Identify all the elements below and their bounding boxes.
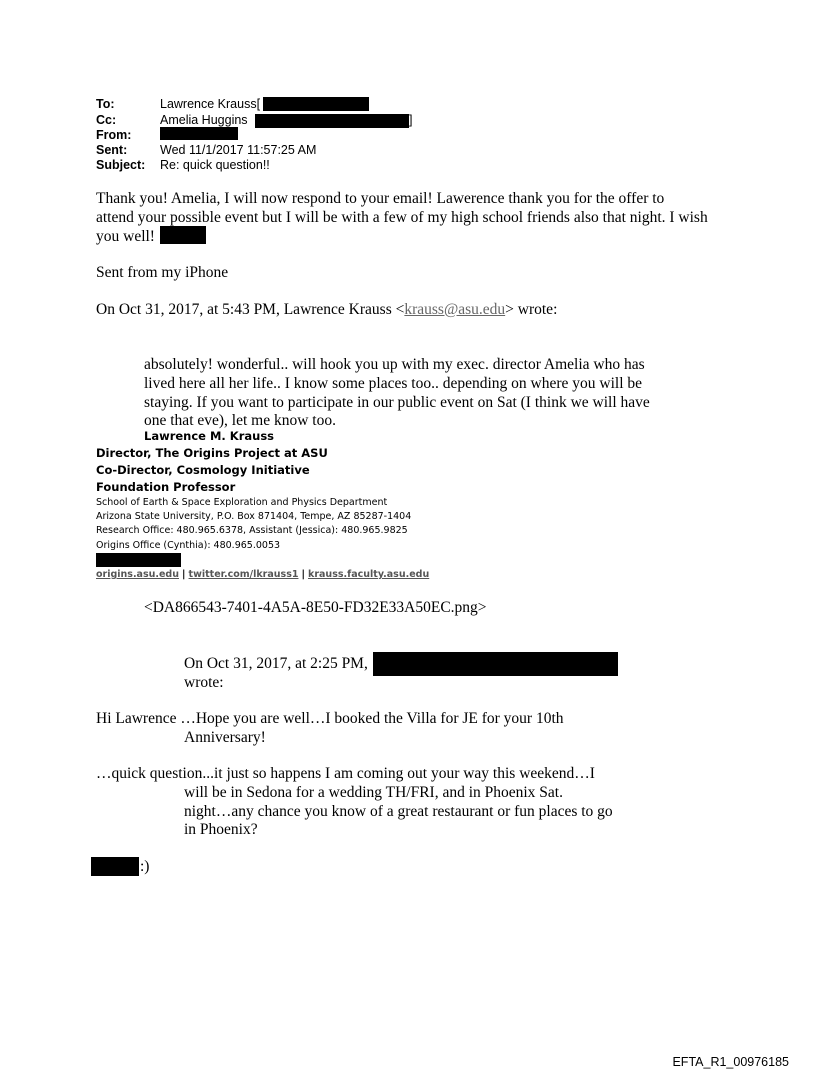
signature-title-2: Co-Director, Cosmology Initiative [96, 463, 310, 477]
reply-line-3: you well! [96, 228, 155, 245]
krauss-line-3: staying. If you want to participate in our public event on Sat (I think we will have [144, 394, 650, 411]
original-closing: :) [140, 858, 150, 875]
redaction-box [160, 226, 206, 244]
to-value: Lawrence Krauss[ [160, 97, 261, 111]
krauss-line-2: lived here all her life.. I know some places too.. depending on where you will be [144, 375, 643, 392]
signature-name: Lawrence M. Krauss [144, 429, 275, 443]
sent-from-iphone: Sent from my iPhone [96, 264, 229, 281]
link-separator: | [301, 569, 305, 580]
original-p2-line-3: night…any chance you know of a great restaurant or fun places to go [184, 803, 613, 820]
redaction-box [96, 553, 181, 567]
email-link[interactable]: krauss@asu.edu [404, 301, 506, 318]
original-p2-line-4: in Phoenix? [184, 821, 258, 838]
quote-intro-prefix: On Oct 31, 2017, at 5:43 PM, Lawrence Krauss < [96, 301, 405, 318]
quote-intro-suffix: > wrote: [505, 301, 558, 318]
redaction-box [373, 652, 618, 676]
signature-origins-office: Origins Office (Cynthia): 480.965.0053 [96, 540, 281, 551]
faculty-link[interactable]: krauss.faculty.asu.edu [308, 569, 430, 580]
redaction-box [160, 127, 238, 140]
subject-label: Subject: [96, 158, 146, 172]
signature-links [96, 569, 429, 580]
origins-link[interactable]: origins.asu.edu [96, 569, 179, 580]
from-label: From: [96, 128, 132, 142]
original-wrote: wrote: [184, 674, 224, 691]
signature-dept: School of Earth & Space Exploration and Physics Department [96, 497, 388, 508]
signature-title-1: Director, The Origins Project at ASU [96, 446, 328, 460]
cc-label: Cc: [96, 113, 117, 127]
reply-line-1: Thank you! Amelia, I will now respond to your email! Lawerence thank you for the offer to [96, 190, 665, 207]
redaction-box [263, 97, 369, 111]
twitter-link[interactable]: twitter.com/lkrauss1 [188, 569, 299, 580]
redaction-box [91, 857, 139, 876]
sent-value: Wed 11/1/2017 11:57:25 AM [160, 143, 317, 157]
signature-address: Arizona State University, P.O. Box 871404, Tempe, AZ 85287-1404 [96, 511, 412, 522]
quote-intro [96, 300, 557, 319]
krauss-line-1: absolutely! wonderful.. will hook you up with my exec. director Amelia who has [144, 356, 645, 373]
sent-label: Sent: [96, 143, 128, 157]
reply-line-2: attend your possible event but I will be with a few of my high school friends also that night. I wish [96, 209, 708, 226]
original-p2-line-2: will be in Sedona for a wedding TH/FRI, and in Phoenix Sat. [184, 784, 563, 801]
original-intro: On Oct 31, 2017, at 2:25 PM, [184, 655, 368, 672]
original-p2-line-1: …quick question...it just so happens I am coming out your way this weekend…I [96, 765, 595, 782]
attachment-filename: <DA866543-7401-4A5A-8E50-FD32E33A50EC.png> [144, 599, 487, 616]
to-label: To: [96, 97, 115, 111]
document-id: EFTA_R1_00976185 [672, 1055, 789, 1069]
krauss-line-4: one that eve), let me know too. [144, 412, 336, 429]
signature-phones: Research Office: 480.965.6378, Assistant (Jessica): 480.965.9825 [96, 525, 408, 536]
original-p1-line-2: Anniversary! [184, 729, 266, 746]
cc-value: Amelia Huggins [160, 113, 248, 127]
redaction-box [255, 114, 409, 128]
cc-close: ] [409, 113, 413, 127]
subject-value: Re: quick question!! [160, 158, 270, 172]
signature-title-3: Foundation Professor [96, 480, 236, 494]
link-separator: | [182, 569, 186, 580]
original-p1-line-1: Hi Lawrence …Hope you are well…I booked the Villa for JE for your 10th [96, 710, 564, 727]
